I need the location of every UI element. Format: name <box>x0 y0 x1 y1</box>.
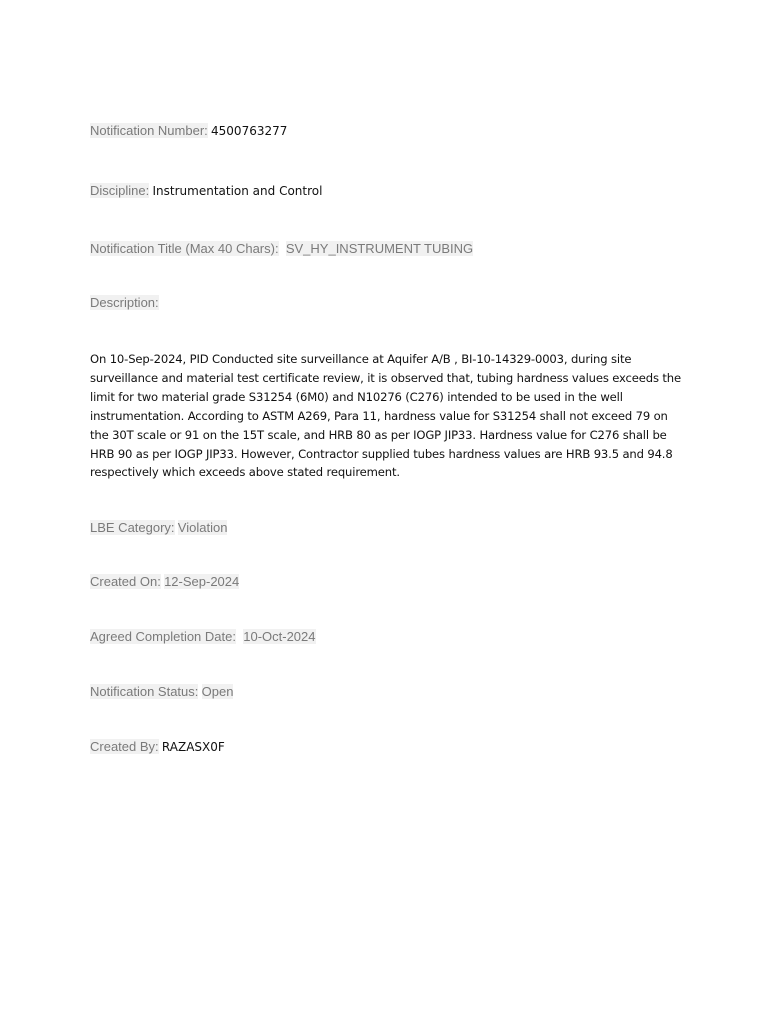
notification-title-value: SV_HY_INSTRUMENT TUBING <box>285 241 474 256</box>
notification-status-label: Notification Status: <box>90 684 199 699</box>
description-line: HRB 90 as per IOGP JIP33. However, Contractor supplied tubes hardness values are HRB 93.5 and 94.8 <box>90 446 673 461</box>
discipline-value: Instrumentation and Control <box>152 184 323 198</box>
agreed-completion-date-label: Agreed Completion Date: <box>90 629 236 644</box>
description-line: the 30T scale or 91 on the 15T scale, and HRB 80 as per IOGP JIP33. Hardness value for C276 shall be <box>90 427 667 442</box>
discipline-row <box>90 182 322 200</box>
agreed-completion-date-row <box>90 628 316 646</box>
description-row <box>90 294 159 312</box>
notification-number-value: 4500763277 <box>211 124 288 138</box>
lbe-category-label: LBE Category: <box>90 520 175 535</box>
notification-status-row <box>90 683 233 701</box>
notification-title-label: Notification Title (Max 40 Chars): <box>90 241 279 256</box>
notification-status-value: Open <box>201 684 234 699</box>
notification-number-row <box>90 122 287 140</box>
description-text <box>90 350 681 482</box>
created-on-row <box>90 573 239 591</box>
lbe-category-row <box>90 519 227 537</box>
description-line: On 10-Sep-2024, PID Conducted site surveillance at Aquifer A/B , BI-10-14329-0003, during site <box>90 352 632 366</box>
agreed-completion-date-value: 10-Oct-2024 <box>243 629 316 644</box>
discipline-label: Discipline: <box>90 183 150 198</box>
description-label: Description: <box>90 295 159 310</box>
created-on-value: 12-Sep-2024 <box>164 574 240 589</box>
description-line: respectively which exceeds above stated requirement. <box>90 465 400 480</box>
description-line: surveillance and material test certificate review, it is observed that, tubing hardness values exceeds the <box>90 370 681 385</box>
created-by-row <box>90 738 225 756</box>
notification-number-label: Notification Number: <box>90 123 208 138</box>
created-on-label: Created On: <box>90 574 161 589</box>
created-by-label: Created By: <box>90 739 159 754</box>
lbe-category-value: Violation <box>177 520 228 535</box>
description-line: limit for two material grade S31254 (6M0) and N10276 (C276) intended to be used in the well <box>90 389 623 404</box>
notification-title-row <box>90 240 473 258</box>
description-line: instrumentation. According to ASTM A269, Para 11, hardness value for S31254 shall not exceed 79 on <box>90 408 668 423</box>
created-by-value: RAZASX0F <box>161 740 225 754</box>
